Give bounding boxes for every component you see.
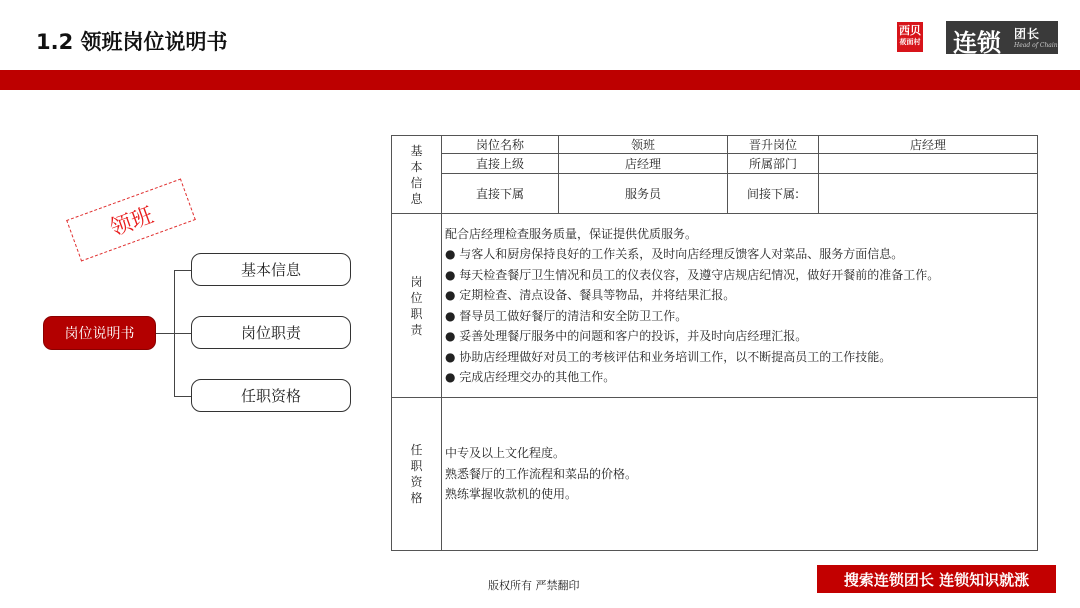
section-label-char: 格	[410, 491, 423, 505]
duty-item-text: 督导员工做好餐厅的清洁和安全防卫工作。	[459, 308, 688, 323]
duty-item-text: 妥善处理餐厅服务中的问题和客户的投诉，并及时向店经理汇报。	[459, 329, 808, 343]
page-title: 1.2 领班岗位说明书	[36, 30, 228, 54]
field-label-department: 所属部门	[728, 154, 819, 174]
field-label-position-name: 岗位名称	[442, 136, 559, 154]
duty-item-text: 完成店经理交办的其他工作。	[459, 370, 616, 384]
field-value-promotion: 店经理	[819, 136, 1038, 154]
qualification-item: 熟悉餐厅的工作流程和菜品的价格。	[445, 466, 638, 481]
duty-item	[445, 306, 1037, 327]
xibei-logo-line2: 莜面村	[899, 38, 921, 46]
xibei-logo-line1: 西贝	[899, 24, 921, 37]
section-label-qualifications	[392, 398, 442, 551]
field-value-indirect-subordinate	[819, 174, 1038, 214]
qualification-item: 中专及以上文化程度。	[445, 446, 566, 461]
field-value-department	[819, 154, 1038, 174]
duty-item	[445, 244, 1037, 265]
promo-banner: 搜索连锁团长 连锁知识就涨	[817, 565, 1056, 593]
table-row	[392, 174, 1038, 214]
section-label-basic-info	[392, 136, 442, 214]
duty-item-text: 协助店经理做好对员工的考核评估和业务培训工作，以不断提高员工的工作技能。	[459, 349, 892, 364]
stamp-label: 领班	[106, 202, 157, 242]
section-label-char: 基	[410, 143, 423, 158]
mindmap-node-basic-info: 基本信息	[191, 253, 351, 286]
section-label-duties	[392, 214, 442, 398]
copyright-notice: 版权所有 严禁翻印	[488, 579, 580, 592]
connector-root-horizontal	[156, 333, 175, 334]
section-label-char: 位	[410, 290, 423, 305]
field-label-direct-subordinate: 直接下属	[442, 174, 559, 214]
header-red-band	[0, 70, 1080, 90]
section-label-char: 任	[410, 443, 423, 457]
section-label-char: 岗	[410, 274, 423, 289]
table-row	[392, 214, 1038, 398]
field-value-direct-subordinate: 服务员	[559, 174, 728, 214]
qualifications-content	[442, 398, 1038, 551]
duty-item-text: 定期检查、清点设备、餐具等物品，并将结果汇报。	[459, 288, 736, 302]
section-label-char: 职	[410, 306, 423, 321]
field-label-indirect-subordinate: 间接下属:	[728, 174, 819, 214]
duty-item	[445, 367, 1037, 388]
section-label-char: 职	[410, 459, 423, 473]
mindmap-root-node: 岗位说明书	[43, 316, 156, 350]
field-value-direct-superior: 店经理	[559, 154, 728, 174]
duties-intro: 配合店经理检查服务质量，保证提供优质服务。	[445, 226, 698, 241]
connector-branch-3	[174, 396, 191, 397]
duty-item-text: 与客人和厨房保持良好的工作关系，及时向店经理反馈客人对菜品、服务方面信息。	[459, 247, 904, 261]
chain-logo-small-text: 团长	[1014, 27, 1041, 41]
field-label-promotion: 晋升岗位	[728, 136, 819, 154]
duty-item	[445, 265, 1037, 286]
qualification-item: 熟练掌握收款机的使用。	[445, 487, 578, 502]
section-label-char: 资	[410, 475, 423, 489]
table-row	[392, 398, 1038, 551]
field-value-position-name: 领班	[559, 136, 728, 154]
section-label-char: 息	[410, 191, 423, 206]
chain-head-logo	[946, 21, 1058, 57]
table-row	[392, 136, 1038, 154]
chain-logo-subtitle: Head of Chain	[1014, 42, 1058, 49]
section-label-char: 责	[410, 322, 423, 337]
mindmap-node-qualifications: 任职资格	[191, 379, 351, 412]
xibei-logo	[897, 22, 923, 52]
duty-item	[445, 285, 1037, 306]
connector-branch-1	[174, 270, 191, 271]
duties-content	[442, 214, 1038, 398]
duty-item	[445, 347, 1037, 368]
table-row	[392, 154, 1038, 174]
connector-branch-2	[174, 333, 191, 334]
position-stamp	[66, 178, 196, 261]
section-label-char: 信	[410, 175, 423, 190]
mindmap-node-duties: 岗位职责	[191, 316, 351, 349]
chain-logo-big-text: 连锁	[953, 29, 1001, 57]
duty-item-text: 每天检查餐厅卫生情况和员工的仪表仪容，及遵守店规店纪情况，做好开餐前的准备工作。	[459, 267, 940, 282]
section-label-char: 本	[410, 159, 423, 174]
duty-item	[445, 326, 1037, 347]
field-label-direct-superior: 直接上级	[442, 154, 559, 174]
job-description-table	[391, 135, 1038, 551]
